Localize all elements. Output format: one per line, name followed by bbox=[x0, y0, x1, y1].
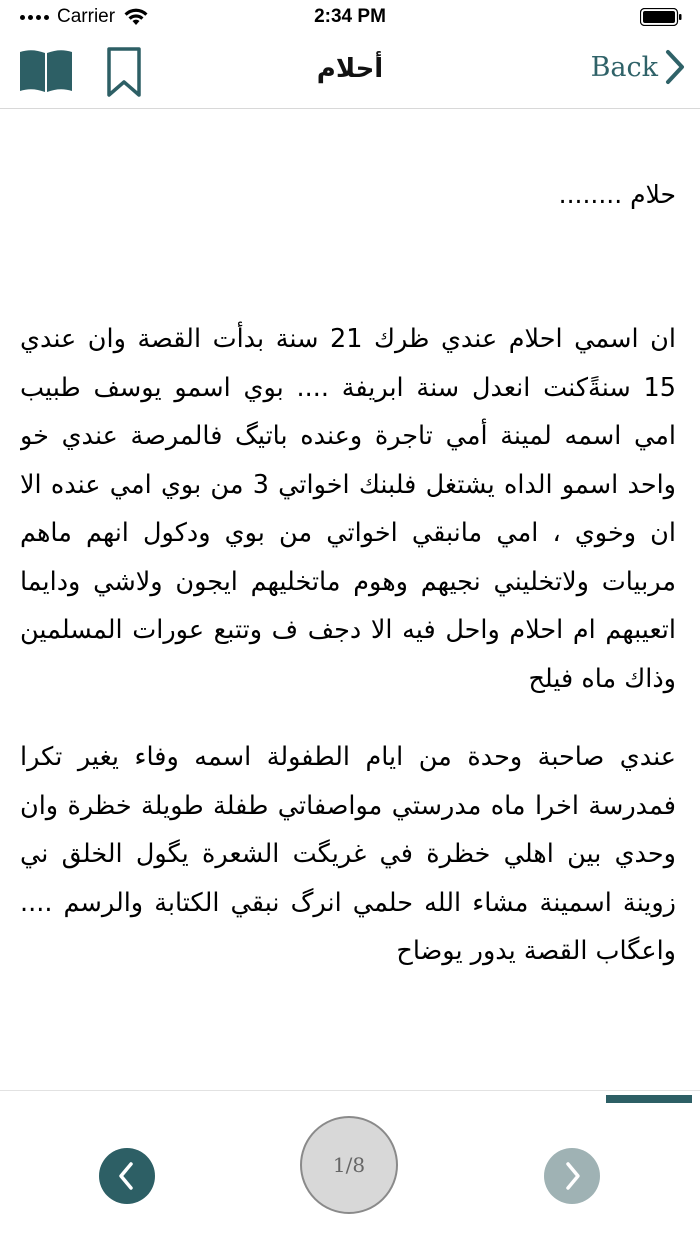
chevron-right-icon bbox=[664, 48, 686, 86]
previous-page-button[interactable] bbox=[99, 1148, 155, 1204]
status-time: 2:34 PM bbox=[314, 6, 386, 27]
nav-bar bbox=[0, 34, 700, 109]
battery-icon bbox=[640, 8, 682, 26]
reading-progress-bar bbox=[606, 1095, 692, 1103]
page-indicator[interactable]: 1/8 bbox=[300, 1116, 398, 1214]
carrier-label: Carrier bbox=[57, 6, 116, 27]
divider bbox=[0, 1090, 700, 1091]
back-label: Back bbox=[590, 51, 658, 83]
status-bar bbox=[0, 0, 700, 34]
next-page-button[interactable] bbox=[544, 1148, 600, 1204]
story-paragraph: ان اسمي احلام عندي ظرك 21 سنة بدأت القصة وان عندي 15 سنةًكنت انعدل سنة ابريفة .... بوي اسمو يوسف طبيب امي اسمه لمينة أمي تاجرة وعنده باتيگ فالمرصة عندي خو واحد اسمو الداه يشتغل فلبنك اخواتي 3 من بوي امي عنده الا ان وخوي ، امي مانبقي اخواتي من بوي ودكول انهم ماهم مربيات ولاتخليني نجيهم وهوم ماتخليهم ايجون ولاشي ودايما اتعيبهم ام احلام واحل فيه الا دجف ف وتتبع عورات المسلمين وذاك ماه فيلح bbox=[20, 324, 676, 694]
chevron-left-icon bbox=[116, 1161, 138, 1191]
reading-content bbox=[20, 108, 676, 1088]
page-title: أحلام bbox=[316, 54, 384, 84]
story-paragraph: عندي صاحبة وحدة من ايام الطفولة اسمه وفاء يغير تكرا فمدرسة اخرا ماه مدرستي مواصفاتي طفلة طويلة خظرة وان وحدي بين اهلي خظرة في غريگت الشعرة يگول الخلق ني زوينة اسمينة مشاء الله حلمي انرگ نبقي الكتابة والرسم .... واعگاب القصة يدور يوضاح bbox=[20, 742, 676, 966]
back-button[interactable] bbox=[591, 48, 686, 86]
chevron-right-icon bbox=[561, 1161, 583, 1191]
story-title: حلام ........ bbox=[558, 180, 676, 209]
